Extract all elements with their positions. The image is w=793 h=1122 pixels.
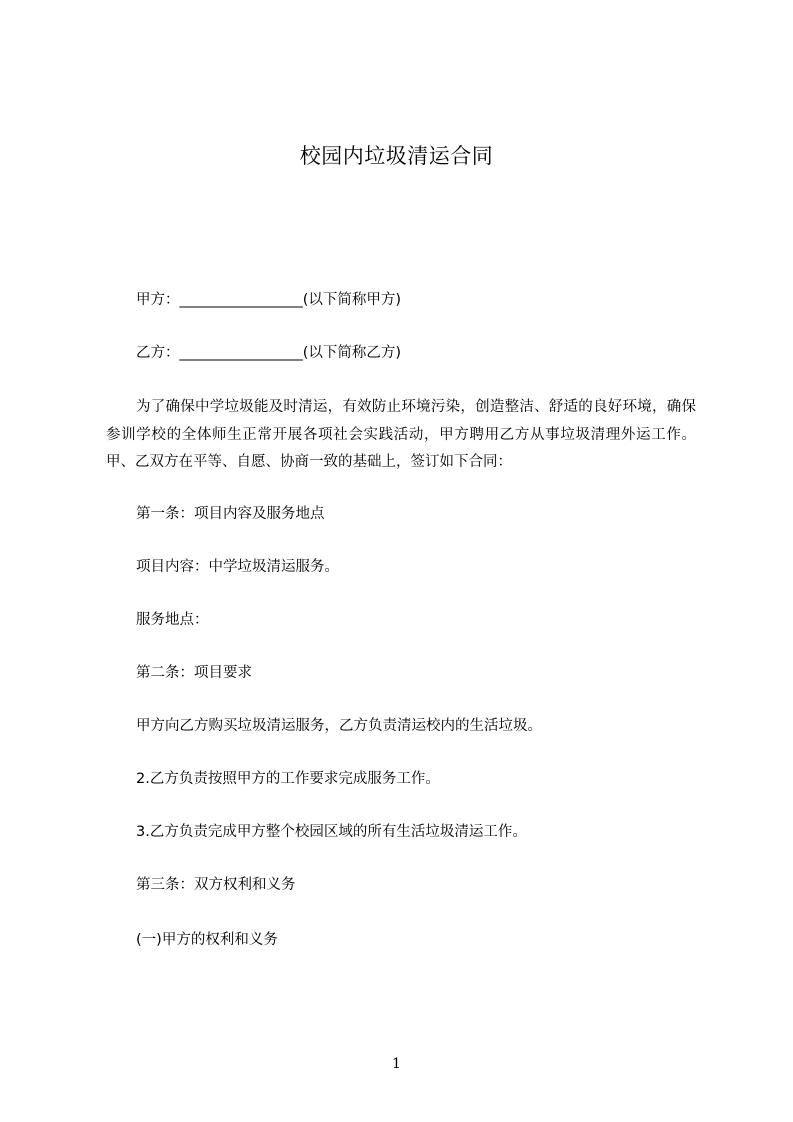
requirement-3: 3.乙方负责完成甲方整个校园区域的所有生活垃圾清运工作。 [136, 824, 527, 840]
party-b-line: 乙方：_________________(以下简称乙方) [136, 345, 402, 361]
requirement-1: 甲方向乙方购买垃圾清运服务，乙方负责清运校内的生活垃圾。 [136, 718, 542, 734]
sub-section-1-heading: (一)甲方的权利和义务 [136, 932, 278, 948]
contract-title: 校园内垃圾清运合同 [299, 144, 494, 168]
intro-paragraph: 为了确保中学垃圾能及时清运，有效防止环境污染，创造整洁、舒适的良好环境，确保参训学校的全体师生正常开展各项社会实践活动，甲方聘用乙方从事垃圾清理外运工作。甲、乙双方在平等、自愿、协商一致的基础上，签订如下合同： [106, 399, 696, 470]
article-1-heading: 第一条：项目内容及服务地点 [136, 506, 325, 522]
service-location-line: 服务地点： [136, 612, 209, 628]
project-content-line: 项目内容：中学垃圾清运服务。 [136, 559, 339, 575]
requirement-2: 2.乙方负责按照甲方的工作要求完成服务工作。 [136, 771, 440, 787]
party-a-line: 甲方：_________________(以下简称甲方) [136, 292, 402, 308]
article-2-heading: 第二条：项目要求 [136, 665, 252, 681]
page-number: 1 [392, 1056, 401, 1072]
article-3-heading: 第三条：双方权利和义务 [136, 877, 296, 893]
